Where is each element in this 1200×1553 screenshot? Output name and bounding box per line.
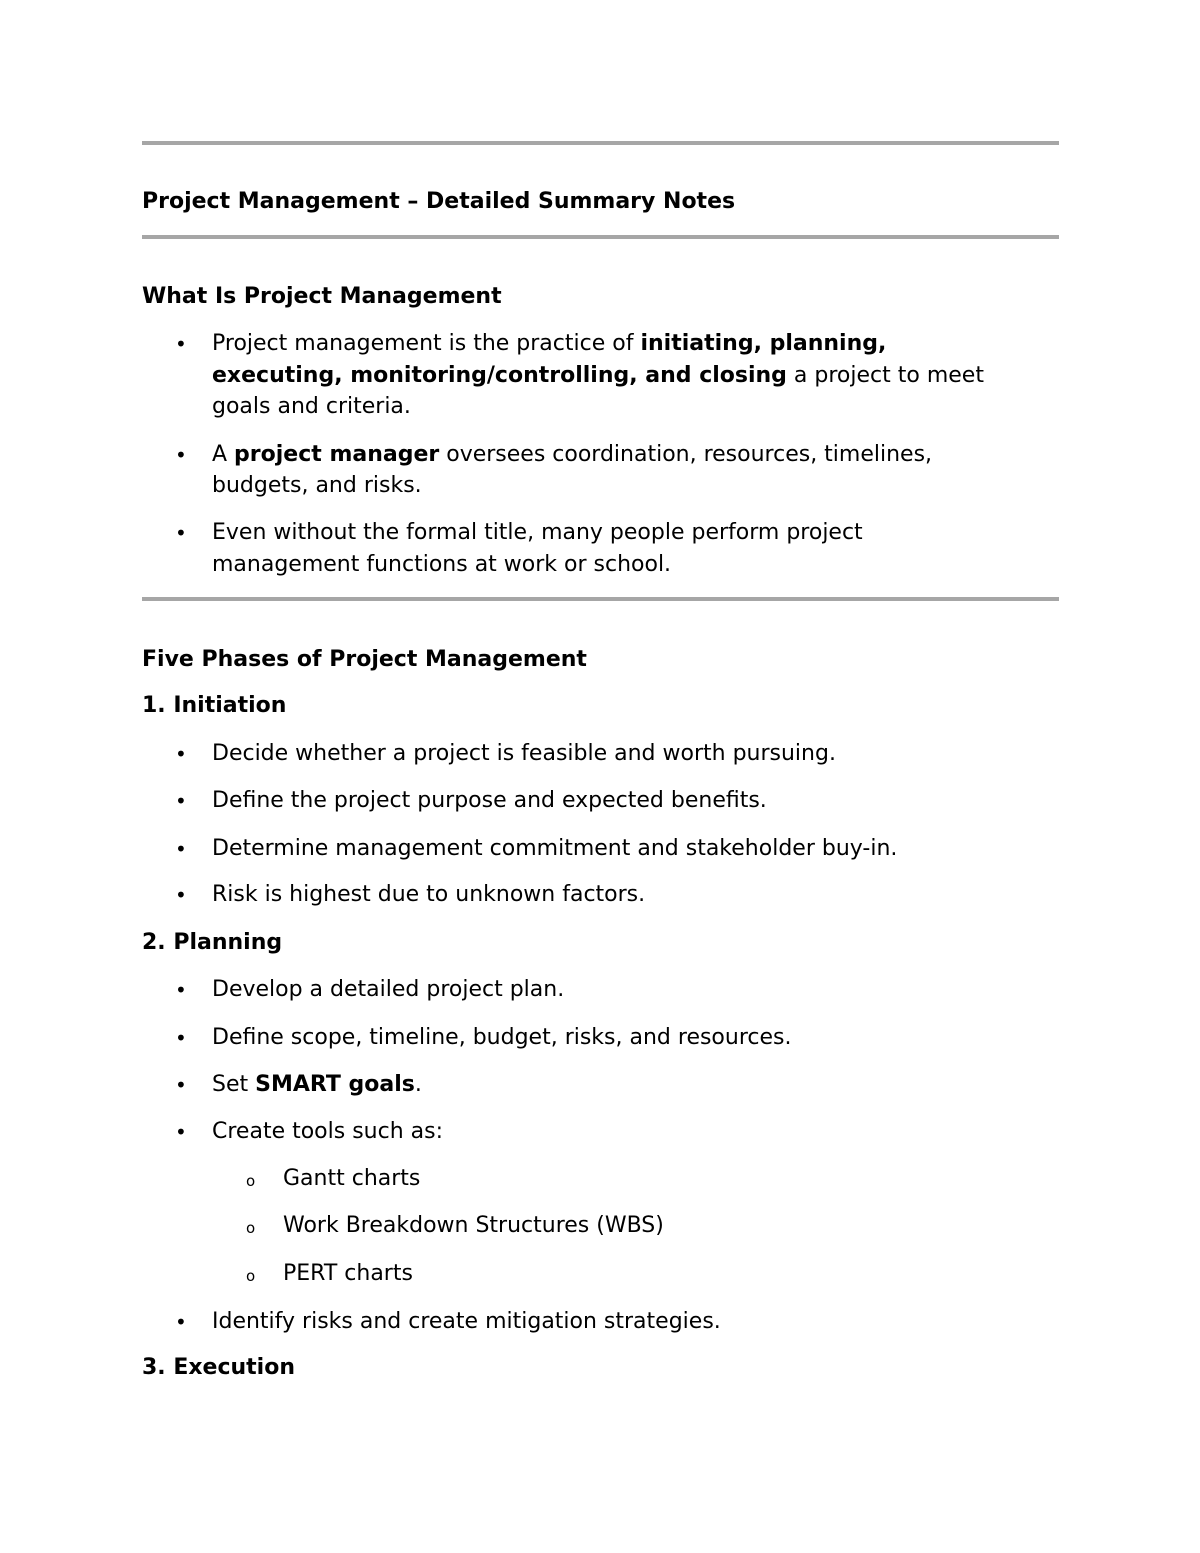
planning-item-tools-intro: Create tools such as: <box>212 1119 443 1144</box>
bullet-marker: • <box>175 742 187 766</box>
phase-heading-initiation: 1. Initiation <box>142 693 287 718</box>
planning-item-smart-goals: Set SMART goals. <box>212 1072 422 1097</box>
bullet-marker: • <box>175 978 187 1002</box>
sub-bullet-marker: o <box>246 1267 256 1285</box>
initiation-item: Decide whether a project is feasible and worth pursuing. <box>212 741 836 766</box>
section-heading-phases: Five Phases of Project Management <box>142 647 587 672</box>
section-heading-what-is: What Is Project Management <box>142 284 502 309</box>
planning-tool-item: PERT charts <box>283 1261 413 1286</box>
bullet-marker: • <box>175 1026 187 1050</box>
bullet-marker: • <box>175 1310 187 1334</box>
what-is-bullet-1-line-3: goals and criteria. <box>212 394 411 419</box>
bullet-marker: • <box>175 521 187 545</box>
planning-tool-item: Gantt charts <box>283 1166 421 1191</box>
planning-tool-item: Work Breakdown Structures (WBS) <box>283 1213 664 1238</box>
planning-item: Identify risks and create mitigation strategies. <box>212 1309 721 1334</box>
what-is-bullet-2-line-2: budgets, and risks. <box>212 473 422 498</box>
phase-heading-execution: 3. Execution <box>142 1355 296 1380</box>
document-title: Project Management – Detailed Summary Notes <box>142 189 736 214</box>
bullet-marker: • <box>175 1120 187 1144</box>
what-is-bullet-3-line-2: management functions at work or school. <box>212 552 672 577</box>
bullet-marker: • <box>175 789 187 813</box>
bullet-marker: • <box>175 443 187 467</box>
initiation-item: Determine management commitment and stakeholder buy-in. <box>212 836 898 861</box>
what-is-bullet-1-line-2: executing, monitoring/controlling, and closing a project to meet <box>212 363 984 388</box>
top-divider <box>142 141 1059 145</box>
bullet-marker: • <box>175 1073 187 1097</box>
phase-heading-planning: 2. Planning <box>142 930 283 955</box>
document-page <box>142 0 1059 1553</box>
section-divider <box>142 597 1059 601</box>
bullet-marker: • <box>175 883 187 907</box>
planning-item: Develop a detailed project plan. <box>212 977 565 1002</box>
planning-item: Define scope, timeline, budget, risks, and resources. <box>212 1025 792 1050</box>
bullet-marker: • <box>175 332 187 356</box>
what-is-bullet-3-line-1: Even without the formal title, many people perform project <box>212 520 863 545</box>
what-is-bullet-1-line-1: Project management is the practice of initiating, planning, <box>212 331 887 356</box>
initiation-item: Risk is highest due to unknown factors. <box>212 882 646 907</box>
sub-bullet-marker: o <box>246 1172 256 1190</box>
initiation-item: Define the project purpose and expected benefits. <box>212 788 767 813</box>
bullet-marker: • <box>175 837 187 861</box>
what-is-bullet-2-line-1: A project manager oversees coordination, resources, timelines, <box>212 442 933 467</box>
sub-bullet-marker: o <box>246 1219 256 1237</box>
title-divider <box>142 235 1059 239</box>
